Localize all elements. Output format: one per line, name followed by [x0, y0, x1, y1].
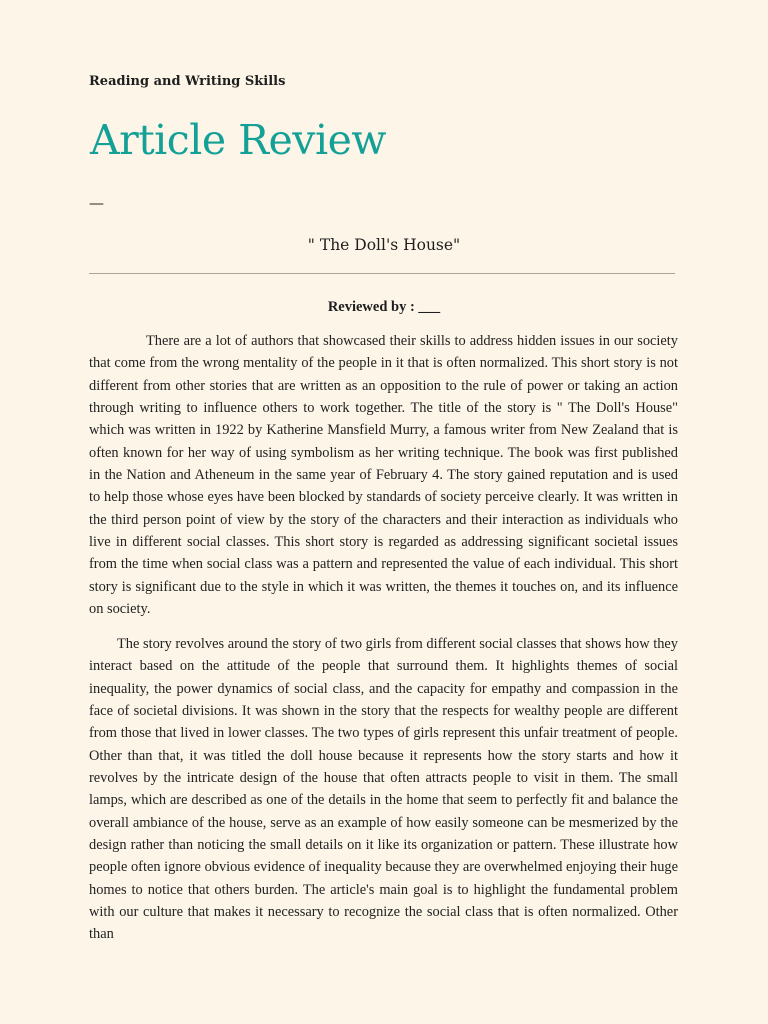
title-dash: —	[89, 194, 104, 212]
horizontal-divider	[89, 273, 675, 274]
reviewed-by-line: Reviewed by : ___	[327, 299, 441, 315]
paragraph-1: There are a lot of authors that showcased their skills to address hidden issues in our society that come from the wrong mentality of the people in it that is often normalized. This short story is not different from other stories that are written as an opposition to the rule of power or taking an action through writing to influence others to work together. The title of the story is " The Doll's House" which was written in 1922 by Katherine Mansfield Murry, a famous writer from New Zealand that is often known for her way of using symbolism as her writing technique. The book was first published in the Nation and Atheneum in the same year of February 4. The story gained reputation and is used to help those whose eyes have been blocked by standards of society perceive clearly. It was written in the third person point of view by the story of the characters and their interaction as individuals who live in different social classes. This short story is regarded as addressing significant societal issues from the time when social class was a pattern and represented the value of each individual. This short story is significant due to the style in which it was written, the themes it touches on, and its influence on society.	[89, 333, 678, 618]
course-label: Reading and Writing Skills	[89, 74, 286, 89]
page-title: Article Review	[90, 116, 386, 164]
paragraph-2: The story revolves around the story of two girls from different social classes that shows how they interact based on the attitude of the people that surround them. It highlights themes of social inequality, the power dynamics of social class, and the capacity for empathy and compassion in the face of societal divisions. It was shown in the story that the respects for wealthy people are different from those that lived in lower classes. The two types of girls represent this unfair treatment of people. Other than that, it was titled the doll house because it represents how the story starts and how it revolves by the intricate design of the house that often attracts people to visit in them. The small lamps, which are described as one of the details in the home that seem to perfectly fit and balance the overall ambiance of the house, serve as an example of how easily someone can be mesmerized by the design rather than noticing the small details on it like its organization or pattern. These illustrate how people often ignore obvious evidence of inequality because they are overwhelmed enjoying their huge homes to notice that others burden. The article's main goal is to highlight the fundamental problem with our culture that makes it necessary to recognize the social class that is often normalized. Other than	[89, 636, 678, 943]
article-subtitle: " The Doll's House"	[307, 236, 461, 254]
